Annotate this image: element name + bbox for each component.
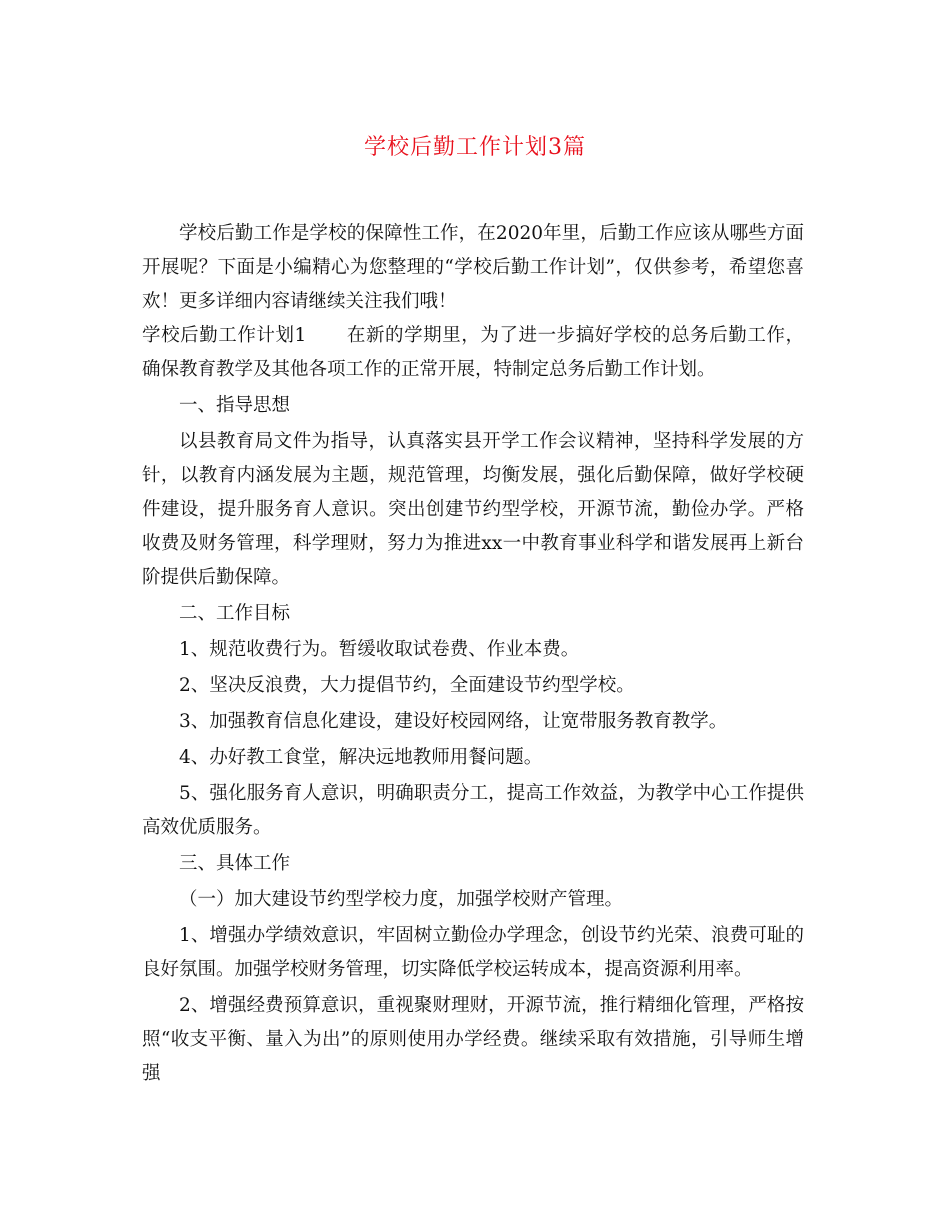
section-heading-3: 三、具体工作 (179, 853, 291, 874)
plan-1-text: 在新的学期里，为了进一步搞好学校的总务后勤工作，确保教育教学及其他各项工作的正常开展，特制定总务后勤工作计划。 (142, 325, 804, 380)
subsection-heading-1: （一）加大建设节约型学校力度，加强学校财产管理。 (179, 889, 624, 910)
guiding-paragraph: 以县教育局文件为指导，认真落实县开学工作会议精神，坚持科学发展的方针，以教育内涵发展为主题，规范管理，均衡发展，强化后勤保障，做好学校硬件建设，提升服务育人意识。突出创建节约型学校，开源节流，勤俭办学。严格收费及财务管理，科学理财，努力为推进xx一中教育事业科学和谐发展再上新台阶提供后勤保障。 (142, 431, 804, 588)
goal-item-3: 3、加强教育信息化建设，建设好校园网络，让宽带服务教育教学。 (179, 711, 728, 732)
goal-item-5: 5、强化服务育人意识，明确职责分工，提高工作效益，为教学中心工作提供高效优质服务。 (142, 783, 804, 838)
work-item-2: 2、增强经费预算意识，重视聚财理财，开源节流，推行精细化管理，严格按照“收支平衡、量入为出”的原则使用办学经费。继续采取有效措施，引导师生增强 (142, 995, 804, 1084)
goal-item-1: 1、规范收费行为。暂缓收取试卷费、作业本费。 (179, 639, 580, 660)
document-title: 学校后勤工作计划3篇 (364, 135, 586, 160)
goal-item-4: 4、办好教工食堂，解决远地教师用餐问题。 (179, 747, 543, 768)
document-body (142, 217, 804, 1091)
intro-paragraph: 学校后勤工作是学校的保障性工作，在2020年里，后勤工作应该从哪些方面开展呢？下面是小编精心为您整理的“学校后勤工作计划”，仅供参考，希望您喜欢！更多详细内容请继续关注我们哦！ (142, 223, 804, 312)
goal-item-2: 2、坚决反浪费，大力提倡节约，全面建设节约型学校。 (179, 675, 635, 696)
section-heading-2: 二、工作目标 (179, 603, 291, 624)
plan-1-label: 学校后勤工作计划1 (142, 325, 307, 346)
work-item-1: 1、增强办学绩效意识，牢固树立勤俭办学理念，创设节约光荣、浪费可耻的良好氛围。加强学校财务管理，切实降低学校运转成本，提高资源利用率。 (142, 925, 804, 980)
section-heading-1: 一、指导思想 (179, 395, 291, 416)
plan-1-paragraph (142, 319, 804, 387)
